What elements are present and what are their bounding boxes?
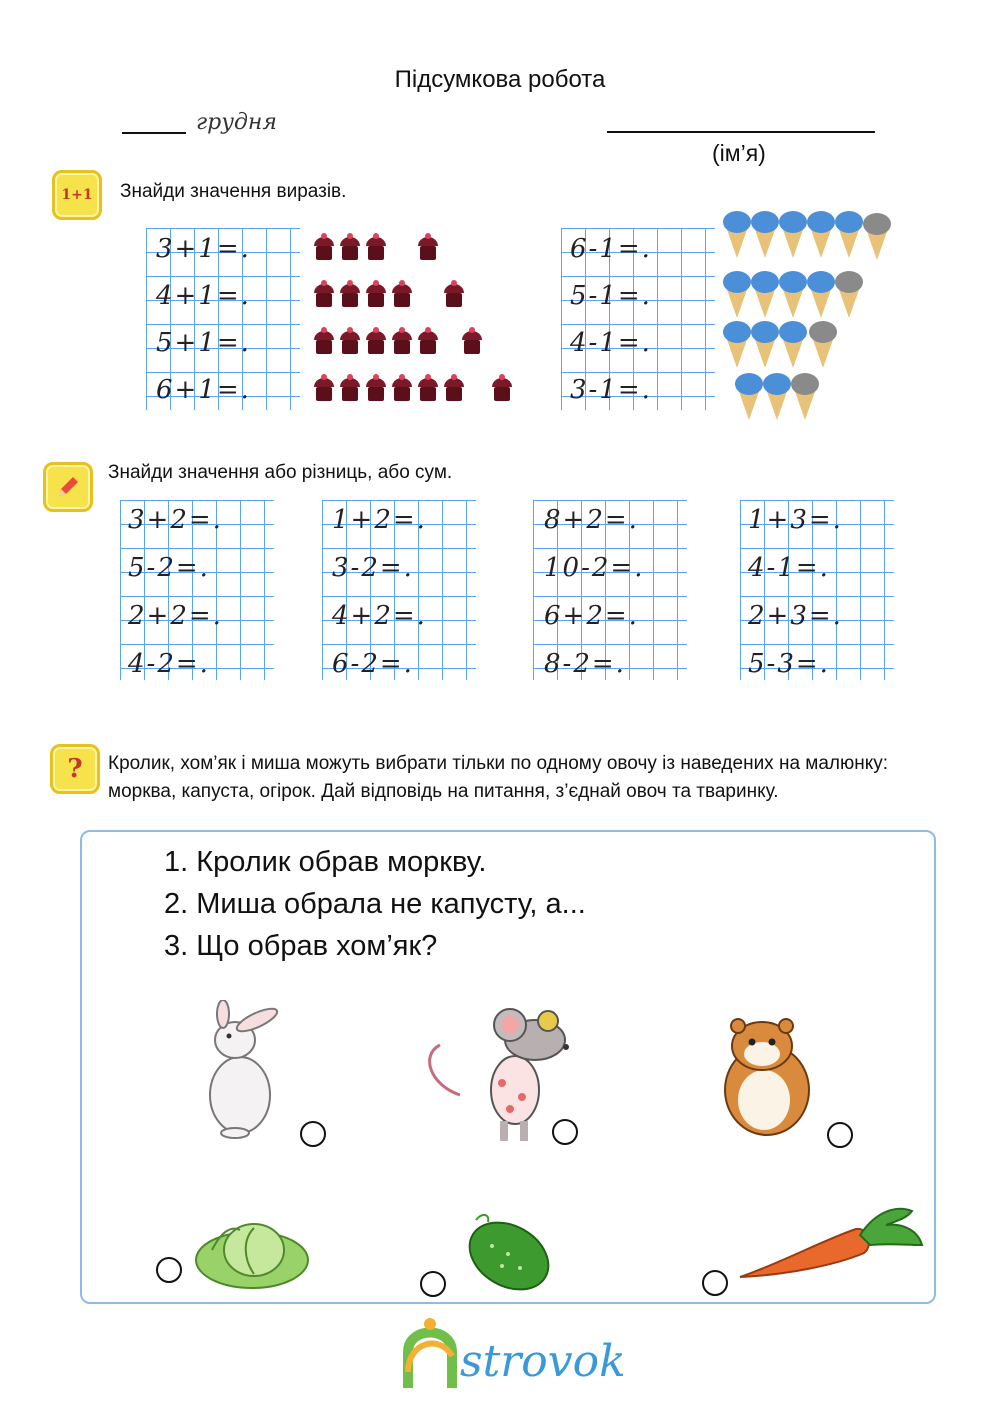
task2-instruction: Знайди значення або різниць, або сум. [108,462,453,483]
task1-left-expr[interactable]: 4+1=. [156,281,251,311]
mouse-connect-dot[interactable] [552,1119,578,1145]
ostrovok-logo [400,1312,460,1397]
cupcake-row [312,326,512,358]
task2-expr[interactable]: 6+2=. [544,601,639,631]
cabbage-icon [192,1210,312,1297]
icecream-group [722,210,897,433]
task2-expr[interactable]: 5-3=. [748,649,830,679]
question-line: 1. Кролик обрав моркву. [164,846,487,878]
task1-left-expr[interactable]: 5+1=. [156,328,251,358]
date-month: грудня [196,110,277,135]
cupcake-icon [314,327,482,354]
cupcake-row [312,373,522,405]
cupcake-row [312,279,512,311]
hamster-connect-dot[interactable] [827,1122,853,1148]
task2-expr[interactable]: 8-2=. [544,649,626,679]
cucumber-connect-dot[interactable] [420,1271,446,1297]
cupcake-icon [314,233,438,260]
task2-expr[interactable]: 5-2=. [128,553,210,583]
logo-arch-icon [400,1312,460,1392]
task1-right-expr[interactable]: 5-1=. [570,281,652,311]
logo-text: strovok [460,1336,626,1387]
task2-expr[interactable]: 3-2=. [332,553,414,583]
task2-expr[interactable]: 6-2=. [332,649,414,679]
rabbit-icon [190,1000,300,1140]
task2-expr[interactable]: 3+2=. [128,505,223,535]
question-badge-icon: ? [50,744,100,794]
pencil-badge-icon [43,462,93,512]
cupcake-icon [314,280,464,307]
task1-right-expr[interactable]: 3-1=. [570,375,652,405]
hamster-icon [712,1010,822,1140]
page-title: Підсумкова робота [394,66,606,93]
task1-right-expr[interactable]: 6-1=. [570,234,652,264]
task2-expr[interactable]: 4+2=. [332,601,427,631]
name-blank-line[interactable] [607,131,875,133]
question-line: 2. Миша обрала не капусту, а... [164,888,586,920]
icecream-icon [723,211,891,420]
cucumber-icon [462,1210,557,1299]
task2-expr[interactable]: 2+3=. [748,601,843,631]
task3-instruction: Кролик, хом’як і миша можуть вибрати тільки по одному овочу із наведених на малюнку: морква, капуста, огірок. Дай відповідь на питання, з’єднай овоч та тваринку. [108,753,889,802]
date-blank-line[interactable] [122,132,186,134]
rabbit-connect-dot[interactable] [300,1121,326,1147]
carrot-icon [736,1205,926,1290]
task2-expr[interactable]: 10-2=. [544,553,645,583]
cupcake-row [312,232,512,264]
task2-expr[interactable]: 8+2=. [544,505,639,535]
task1-left-expr[interactable]: 3+1=. [156,234,251,264]
task2-expr[interactable]: 1+2=. [332,505,427,535]
name-label: (ім’я) [712,140,766,166]
question-line: 3. Що обрав хом’як? [164,930,438,962]
task2-expr[interactable]: 2+2=. [128,601,223,631]
task1-left-expr[interactable]: 6+1=. [156,375,251,405]
carrot-connect-dot[interactable] [702,1270,728,1296]
task1-instruction: Знайди значення виразів. [120,181,347,202]
task1-right-expr[interactable]: 4-1=. [570,328,652,358]
task2-expr[interactable]: 1+3=. [748,505,843,535]
task2-expr[interactable]: 4-1=. [748,553,830,583]
task2-expr[interactable]: 4-2=. [128,649,210,679]
cupcake-icon [314,374,512,401]
cabbage-connect-dot[interactable] [156,1257,182,1283]
math-badge-icon: 1+1 [52,170,102,220]
